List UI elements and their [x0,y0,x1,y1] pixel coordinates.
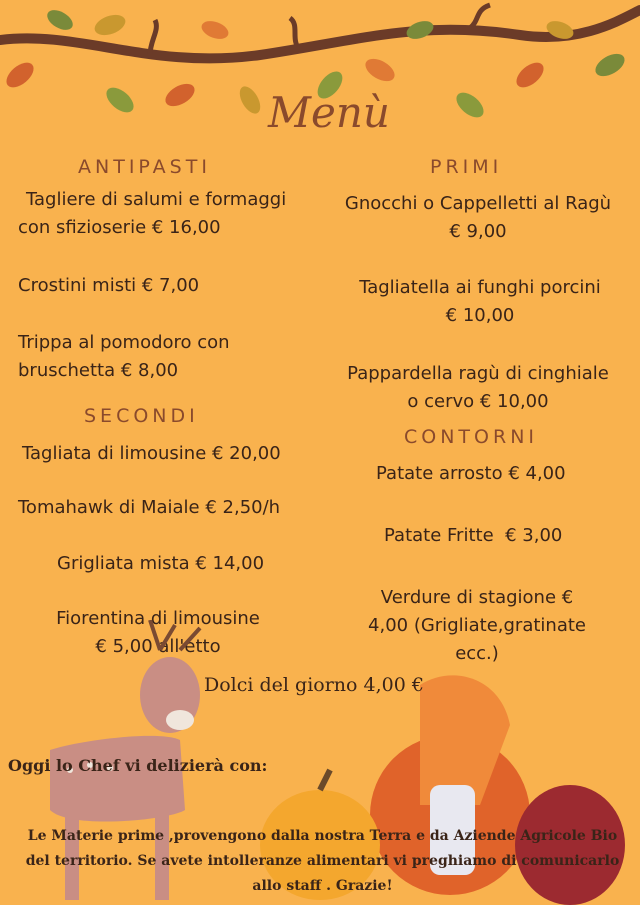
footer-note: Le Materie prime ,provengono dalla nostra Terra e da Aziende Agricole Bio del territorio. Se avete intolleranze alimentari vi preghiamo di comunicarlo allo staff . Grazie! [25,828,620,894]
section-primi: PRIMI [430,156,503,178]
section-secondi: SECONDI [84,405,199,427]
primi-item-2: Tagliatella ai funghi porcini € 10,00 [359,277,601,326]
primi-item-3: Pappardella ragù di cinghiale o cervo € 10,00 [347,363,609,412]
secondi-item-1: Tagliata di limousine € 20,00 [22,443,281,464]
antipasti-item-3: Trippa al pomodoro con bruschetta € 8,00 [18,332,230,381]
antipasti-item-2: Crostini misti € 7,00 [18,275,200,296]
section-antipasti: ANTIPASTI [78,156,211,178]
secondi-item-4: Fiorentina di limousine € 5,00 all'etto [56,608,260,657]
dolci-line: Dolci del giorno 4,00 € [204,674,424,696]
chef-line: Oggi lo Chef vi delizierà con: [8,756,268,775]
contorni-item-2: Patate Fritte € 3,00 [384,525,563,546]
contorni-item-1: Patate arrosto € 4,00 [376,463,566,484]
section-contorni: CONTORNI [404,426,539,448]
menu-title: Menù [268,88,390,137]
secondi-item-2: Tomahawk di Maiale € 2,50/h [18,497,281,518]
secondi-item-3: Grigliata mista € 14,00 [57,553,265,574]
primi-item-1: Gnocchi o Cappelletti al Ragù € 9,00 [344,193,612,242]
contorni-item-3: Verdure di stagione € 4,00 (Grigliate,gratinate ecc.) [368,587,586,664]
antipasti-item-1: Tagliere di salumi e formaggi con sfizioserie € 16,00 [18,189,287,238]
